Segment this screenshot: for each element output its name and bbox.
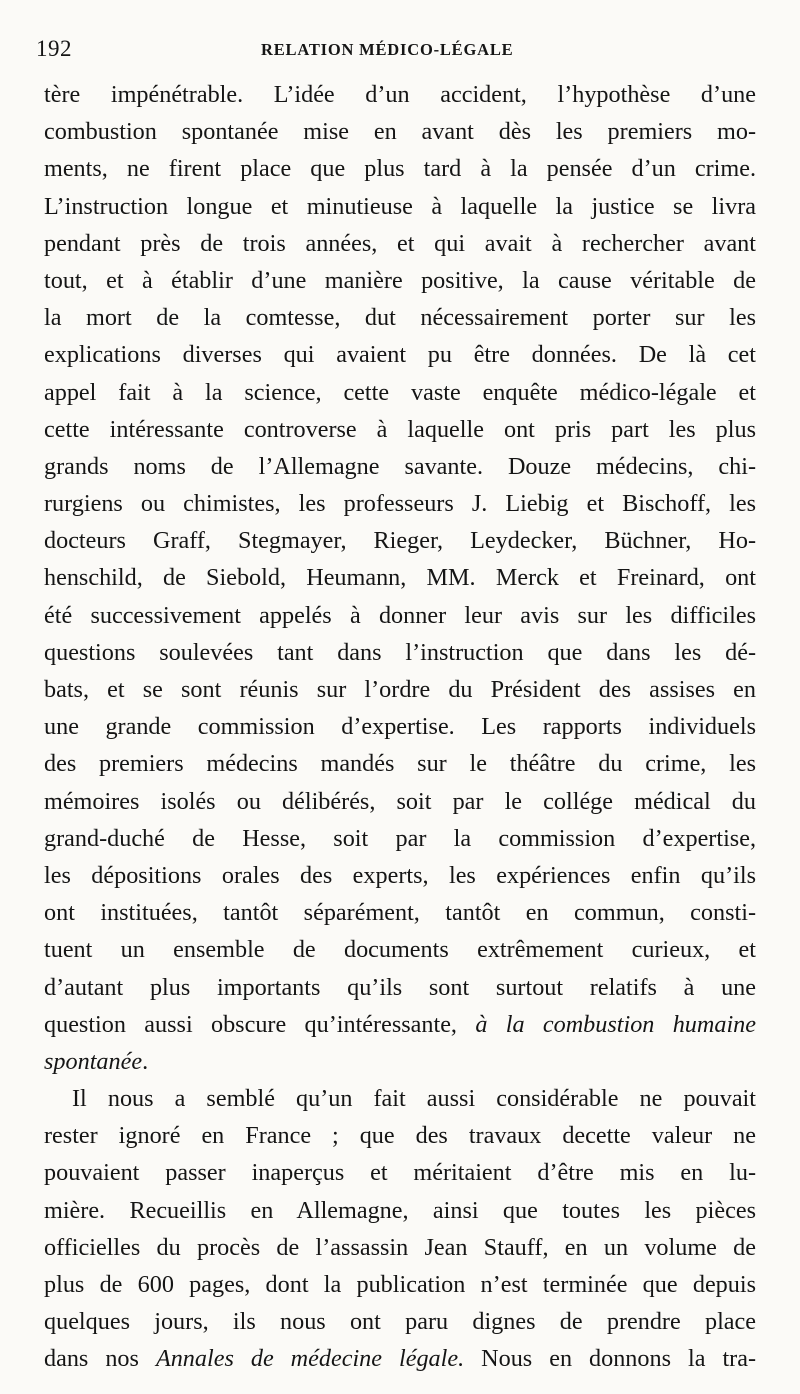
text-line: tère impénétrable. L’idée d’un accident, l’hypothèse d’une xyxy=(44,81,756,108)
text-line: appel fait à la science, cette vaste enquête médico-légale et xyxy=(44,378,756,406)
text-segment: . xyxy=(142,1047,149,1075)
text-line: explications diverses qui avaient pu être données. De là cet xyxy=(44,341,756,369)
text-line: cette intéressante controverse à laquelle ont pris part les plus xyxy=(44,415,756,443)
text-line: une grande commission d’expertise. Les rapports individuels xyxy=(44,713,756,741)
page-header xyxy=(36,34,756,64)
text-line: d’autant plus importants qu’ils sont surtout relatifs à une xyxy=(44,973,756,1001)
text-line: la mort de la comtesse, dut nécessairement porter sur les xyxy=(44,304,756,332)
text-line: mière. Recueillis en Allemagne, ainsi que toutes les pièces xyxy=(44,1196,756,1224)
running-head: RELATION MÉDICO-LÉGALE xyxy=(261,40,514,59)
text-line: les dépositions orales des experts, les expériences enfin qu’ils xyxy=(44,861,756,889)
text-line: grand-duché de Hesse, soit par la commission d’expertise, xyxy=(44,824,756,852)
text-segment: Nous en donnons la tra- xyxy=(481,1345,757,1373)
text-line: pendant près de trois années, et qui avait à rechercher avant xyxy=(44,229,756,257)
text-line: officielles du procès de l’assassin Jean Stauff, en un volume de xyxy=(44,1233,756,1261)
text-line: grands noms de l’Allemagne savante. Douze médecins, chi- xyxy=(44,452,756,480)
text-line: été successivement appelés à donner leur avis sur les difficiles xyxy=(44,601,756,629)
text-line: questions soulevées tant dans l’instruction que dans les dé- xyxy=(44,638,756,666)
text-line: mémoires isolés ou délibérés, soit par le collége médical du xyxy=(44,787,756,815)
text-line: ont instituées, tantôt séparément, tantôt en commun, consti- xyxy=(44,899,756,927)
text-line: rester ignoré en France ; que des travaux decette valeur ne xyxy=(44,1122,756,1150)
text-line: henschild, de Siebold, Heumann, MM. Merck et Freinard, ont xyxy=(44,564,756,592)
text-line: des premiers médecins mandés sur le théâtre du crime, les xyxy=(44,750,756,778)
italic-text: Annales de médecine légale. xyxy=(155,1345,465,1373)
italic-text: à la combustion humaine xyxy=(475,1010,757,1038)
text-line xyxy=(44,1006,756,1043)
page-number: 192 xyxy=(36,36,72,61)
text-segment: dans nos xyxy=(44,1345,139,1373)
text-line: combustion spontanée mise en avant dès les premiers mo- xyxy=(44,118,756,146)
text-segment: question aussi obscure qu’intéressante, xyxy=(44,1010,457,1038)
text-line: rurgiens ou chimistes, les professeurs J. Liebig et Bischoff, les xyxy=(44,490,756,518)
italic-text: spontanée xyxy=(44,1047,143,1075)
text-line: docteurs Graff, Stegmayer, Rieger, Leydecker, Büchner, Ho- xyxy=(44,527,756,555)
text-line xyxy=(44,1340,756,1377)
text-line: tout, et à établir d’une manière positive, la cause véritable de xyxy=(44,266,756,294)
body-text xyxy=(44,76,756,1378)
text-line: Il nous a semblé qu’un fait aussi considérable ne pouvait xyxy=(72,1085,756,1113)
text-line: L’instruction longue et minutieuse à laquelle la justice se livra xyxy=(44,192,756,220)
text-line: pouvaient passer inaperçus et méritaient d’être mis en lu- xyxy=(44,1159,756,1187)
text-line xyxy=(44,1043,756,1080)
text-line: ments, ne firent place que plus tard à la pensée d’un crime. xyxy=(44,155,756,183)
text-line: tuent un ensemble de documents extrêmement curieux, et xyxy=(44,936,756,964)
text-line: plus de 600 pages, dont la publication n’est terminée que depuis xyxy=(44,1271,756,1298)
text-line: quelques jours, ils nous ont paru dignes de prendre place xyxy=(44,1308,756,1336)
text-line: bats, et se sont réunis sur l’ordre du Président des assises en xyxy=(44,676,756,703)
